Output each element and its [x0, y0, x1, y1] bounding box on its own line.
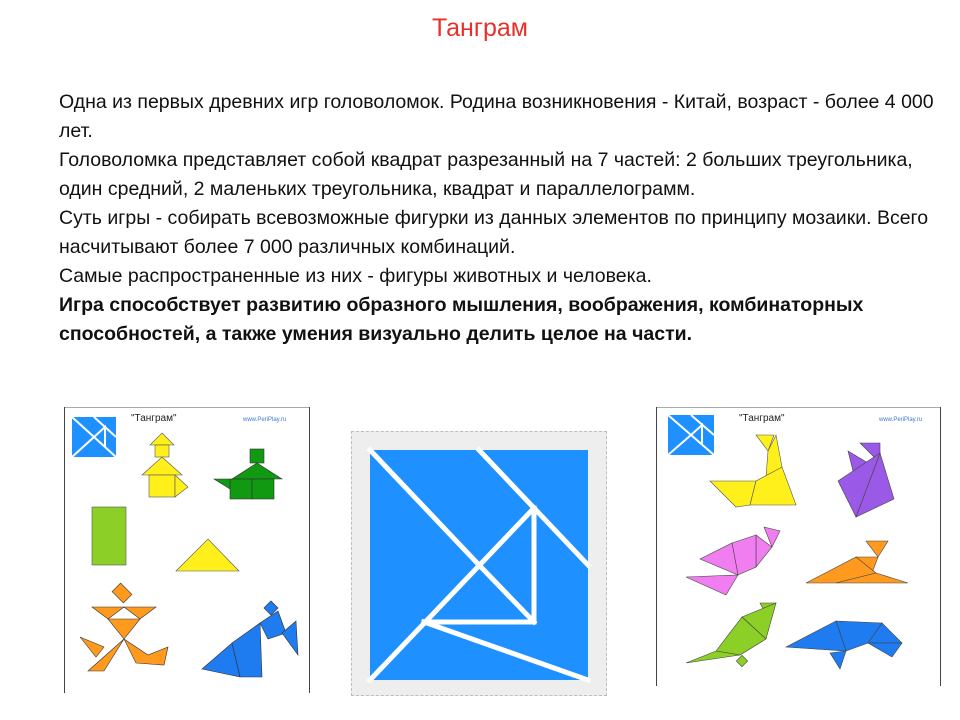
right-sheet-figures: [656, 407, 939, 686]
left-sheet-figures: [64, 407, 308, 693]
mini-tangram-icon: [668, 415, 714, 455]
mini-tangram-icon: [72, 417, 116, 457]
yellow-house-figure: [142, 433, 188, 497]
lime-rectangle-figure: [92, 507, 126, 565]
blue-bird-figure: [786, 621, 902, 669]
right-sheet-label: "Танграм": [739, 413, 785, 424]
left-sheet-label: "Танграм": [131, 413, 177, 424]
paragraph-essence: Суть игры - собирать всевозможные фигурки из данных элементов по принципу мозаики. Всего насчитывают более 7 000 различных комбинаций.: [59, 207, 929, 258]
orange-animal-figure: [806, 541, 908, 583]
left-sheet-site: www.PeriPlay.ru: [243, 417, 287, 423]
paragraph-origin: Одна из первых древних игр головоломок. Родина возникновения - Китай, возраст - более 4 000 лет.: [59, 91, 934, 142]
yellow-duck-figure: [710, 435, 796, 507]
tangram-square: [370, 450, 588, 680]
right-sheet-site: www.PeriPlay.ru: [879, 417, 923, 423]
page-title: Танграм: [432, 14, 528, 42]
paragraph-benefits: Игра способствует развитию образного мышления, воображения, комбинаторных способностей, а также умения визуально делить целое на части.: [59, 294, 864, 345]
green-house-figure: [214, 449, 282, 499]
description: [59, 88, 959, 349]
purple-bird-figure: [838, 443, 894, 517]
yellow-triangle-figure: [176, 539, 239, 571]
paragraph-pieces: Головоломка представляет собой квадрат разрезанный на 7 частей: 2 больших треугольника, один средний, 2 маленьких треугольника, квадрат и параллелограмм.: [59, 149, 913, 200]
pink-bird-figure: [686, 527, 780, 595]
paragraph-common: Самые распространенные из них - фигуры животных и человека.: [59, 265, 652, 287]
lime-bird-figure: [686, 603, 776, 667]
orange-human-figure: [80, 583, 168, 671]
blue-animal-figure: [202, 601, 298, 677]
